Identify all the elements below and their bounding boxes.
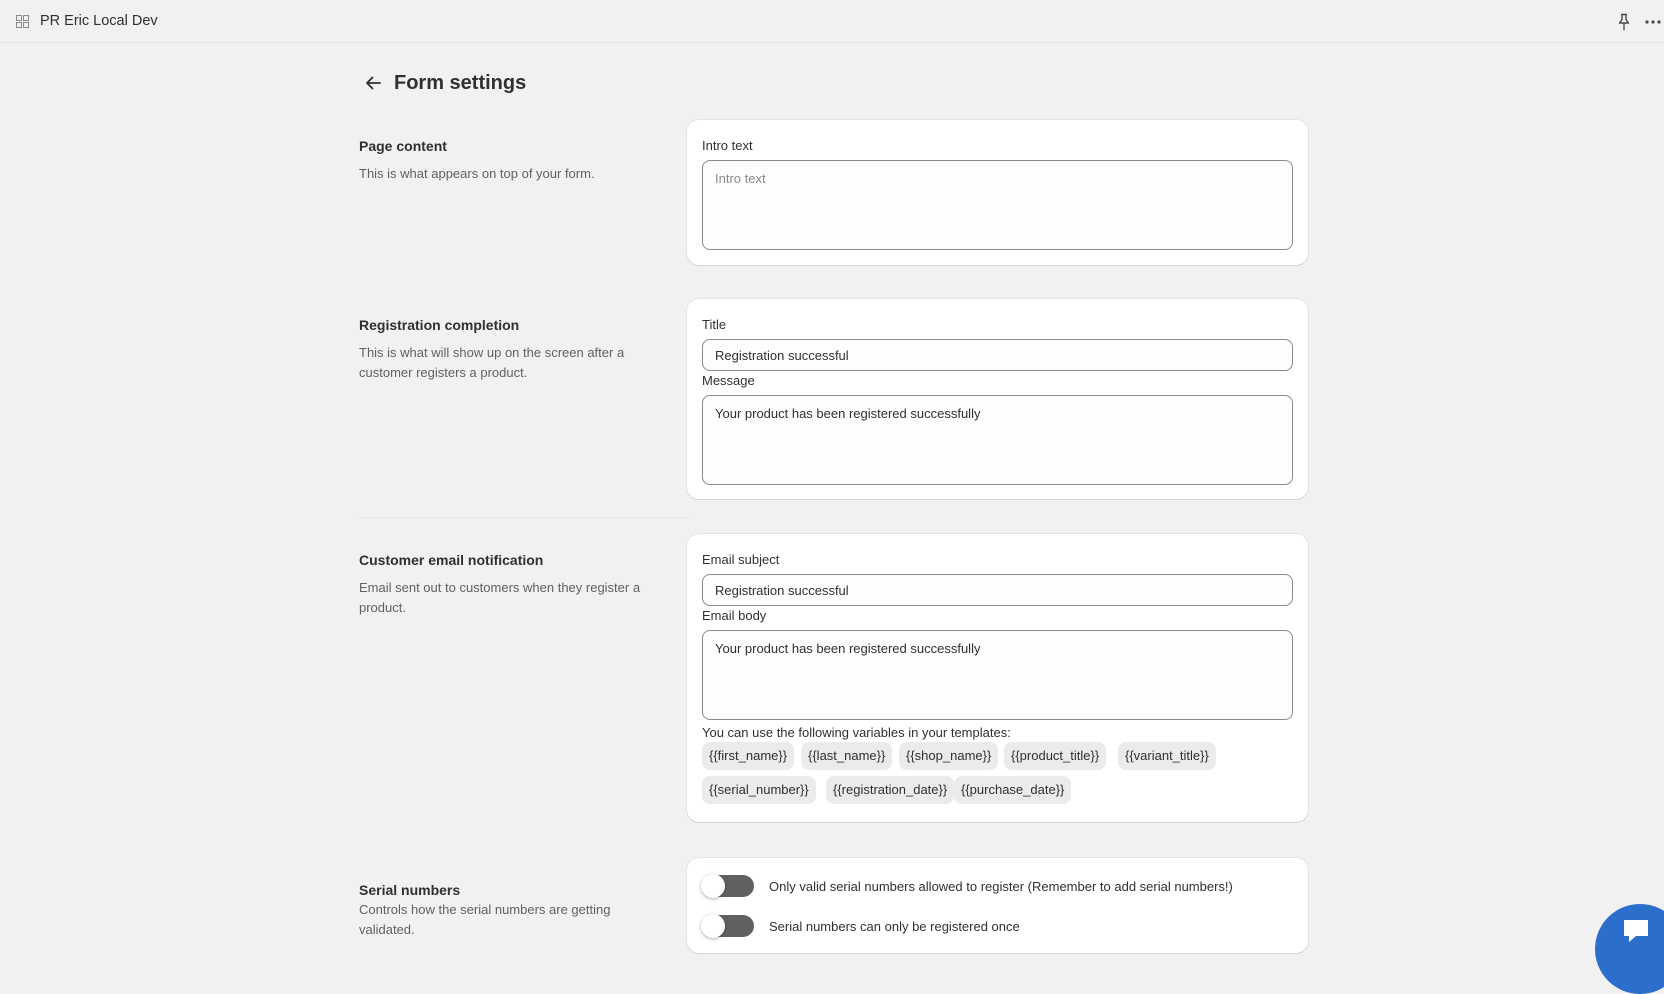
- section-description: This is what appears on top of your form.: [359, 166, 595, 181]
- app-grid-icon: [16, 15, 29, 28]
- toggle-label: Serial numbers can only be registered once: [769, 918, 1020, 934]
- toggle-knob: [701, 914, 725, 938]
- email-body-field[interactable]: [702, 630, 1293, 720]
- section-title: Registration completion: [359, 317, 520, 333]
- section-description: Email sent out to customers when they register a product.: [359, 580, 641, 615]
- page-header: [362, 70, 526, 96]
- toggle-knob: [701, 874, 725, 898]
- title-label: Title: [702, 317, 727, 332]
- chat-bubble-icon: [1621, 917, 1651, 945]
- email-card: [687, 534, 1308, 822]
- variable-chip: {{product_title}}: [1004, 742, 1106, 770]
- pin-icon[interactable]: [1616, 13, 1632, 31]
- message-field[interactable]: [702, 395, 1293, 485]
- registration-card: [687, 299, 1308, 499]
- toggle-label: Only valid serial numbers allowed to register (Remember to add serial numbers!): [769, 878, 1233, 894]
- variable-chip: {{registration_date}}: [826, 776, 954, 804]
- email-subject-input[interactable]: [702, 574, 1293, 606]
- chat-button[interactable]: [1595, 904, 1664, 994]
- register-once-toggle[interactable]: [702, 915, 754, 937]
- section-page-content: [359, 120, 1309, 267]
- email-body-label: Email body: [702, 608, 767, 623]
- variable-chip: {{purchase_date}}: [954, 776, 1071, 804]
- page-title: Form settings: [394, 71, 527, 94]
- more-horizontal-icon[interactable]: [1644, 13, 1662, 31]
- variable-chip: {{shop_name}}: [899, 742, 998, 770]
- valid-serial-toggle[interactable]: [702, 875, 754, 897]
- variable-chip: {{last_name}}: [801, 742, 892, 770]
- intro-text-label: Intro text: [702, 138, 753, 153]
- section-title: Serial numbers: [359, 882, 461, 898]
- section-title: Customer email notification: [359, 552, 544, 568]
- section-registration-completion: [359, 299, 1309, 500]
- variable-chip: {{first_name}}: [702, 742, 794, 770]
- variables-note: You can use the following variables in your templates:: [702, 725, 1011, 740]
- section-description: This is what will show up on the screen after a customer registers a product.: [359, 345, 625, 380]
- section-title: Page content: [359, 138, 447, 154]
- serial-numbers-card: [687, 858, 1308, 953]
- app-title: PR Eric Local Dev: [40, 13, 158, 29]
- page-content-card: [687, 120, 1308, 265]
- message-label: Message: [702, 373, 755, 388]
- title-input[interactable]: [702, 339, 1293, 371]
- section-customer-email: [359, 534, 1309, 824]
- toggle-row: [702, 874, 1233, 898]
- section-description: Controls how the serial numbers are getting validated.: [359, 902, 611, 937]
- top-bar: [0, 0, 1664, 43]
- section-divider: [359, 517, 689, 518]
- variable-chip: {{variant_title}}: [1118, 742, 1216, 770]
- arrow-left-icon: [365, 76, 381, 90]
- email-subject-label: Email subject: [702, 552, 780, 567]
- back-button[interactable]: [362, 72, 384, 94]
- toggle-row: [702, 914, 1020, 938]
- section-serial-numbers: [359, 858, 1309, 954]
- intro-text-field[interactable]: [702, 160, 1293, 250]
- variable-chip: {{serial_number}}: [702, 776, 816, 804]
